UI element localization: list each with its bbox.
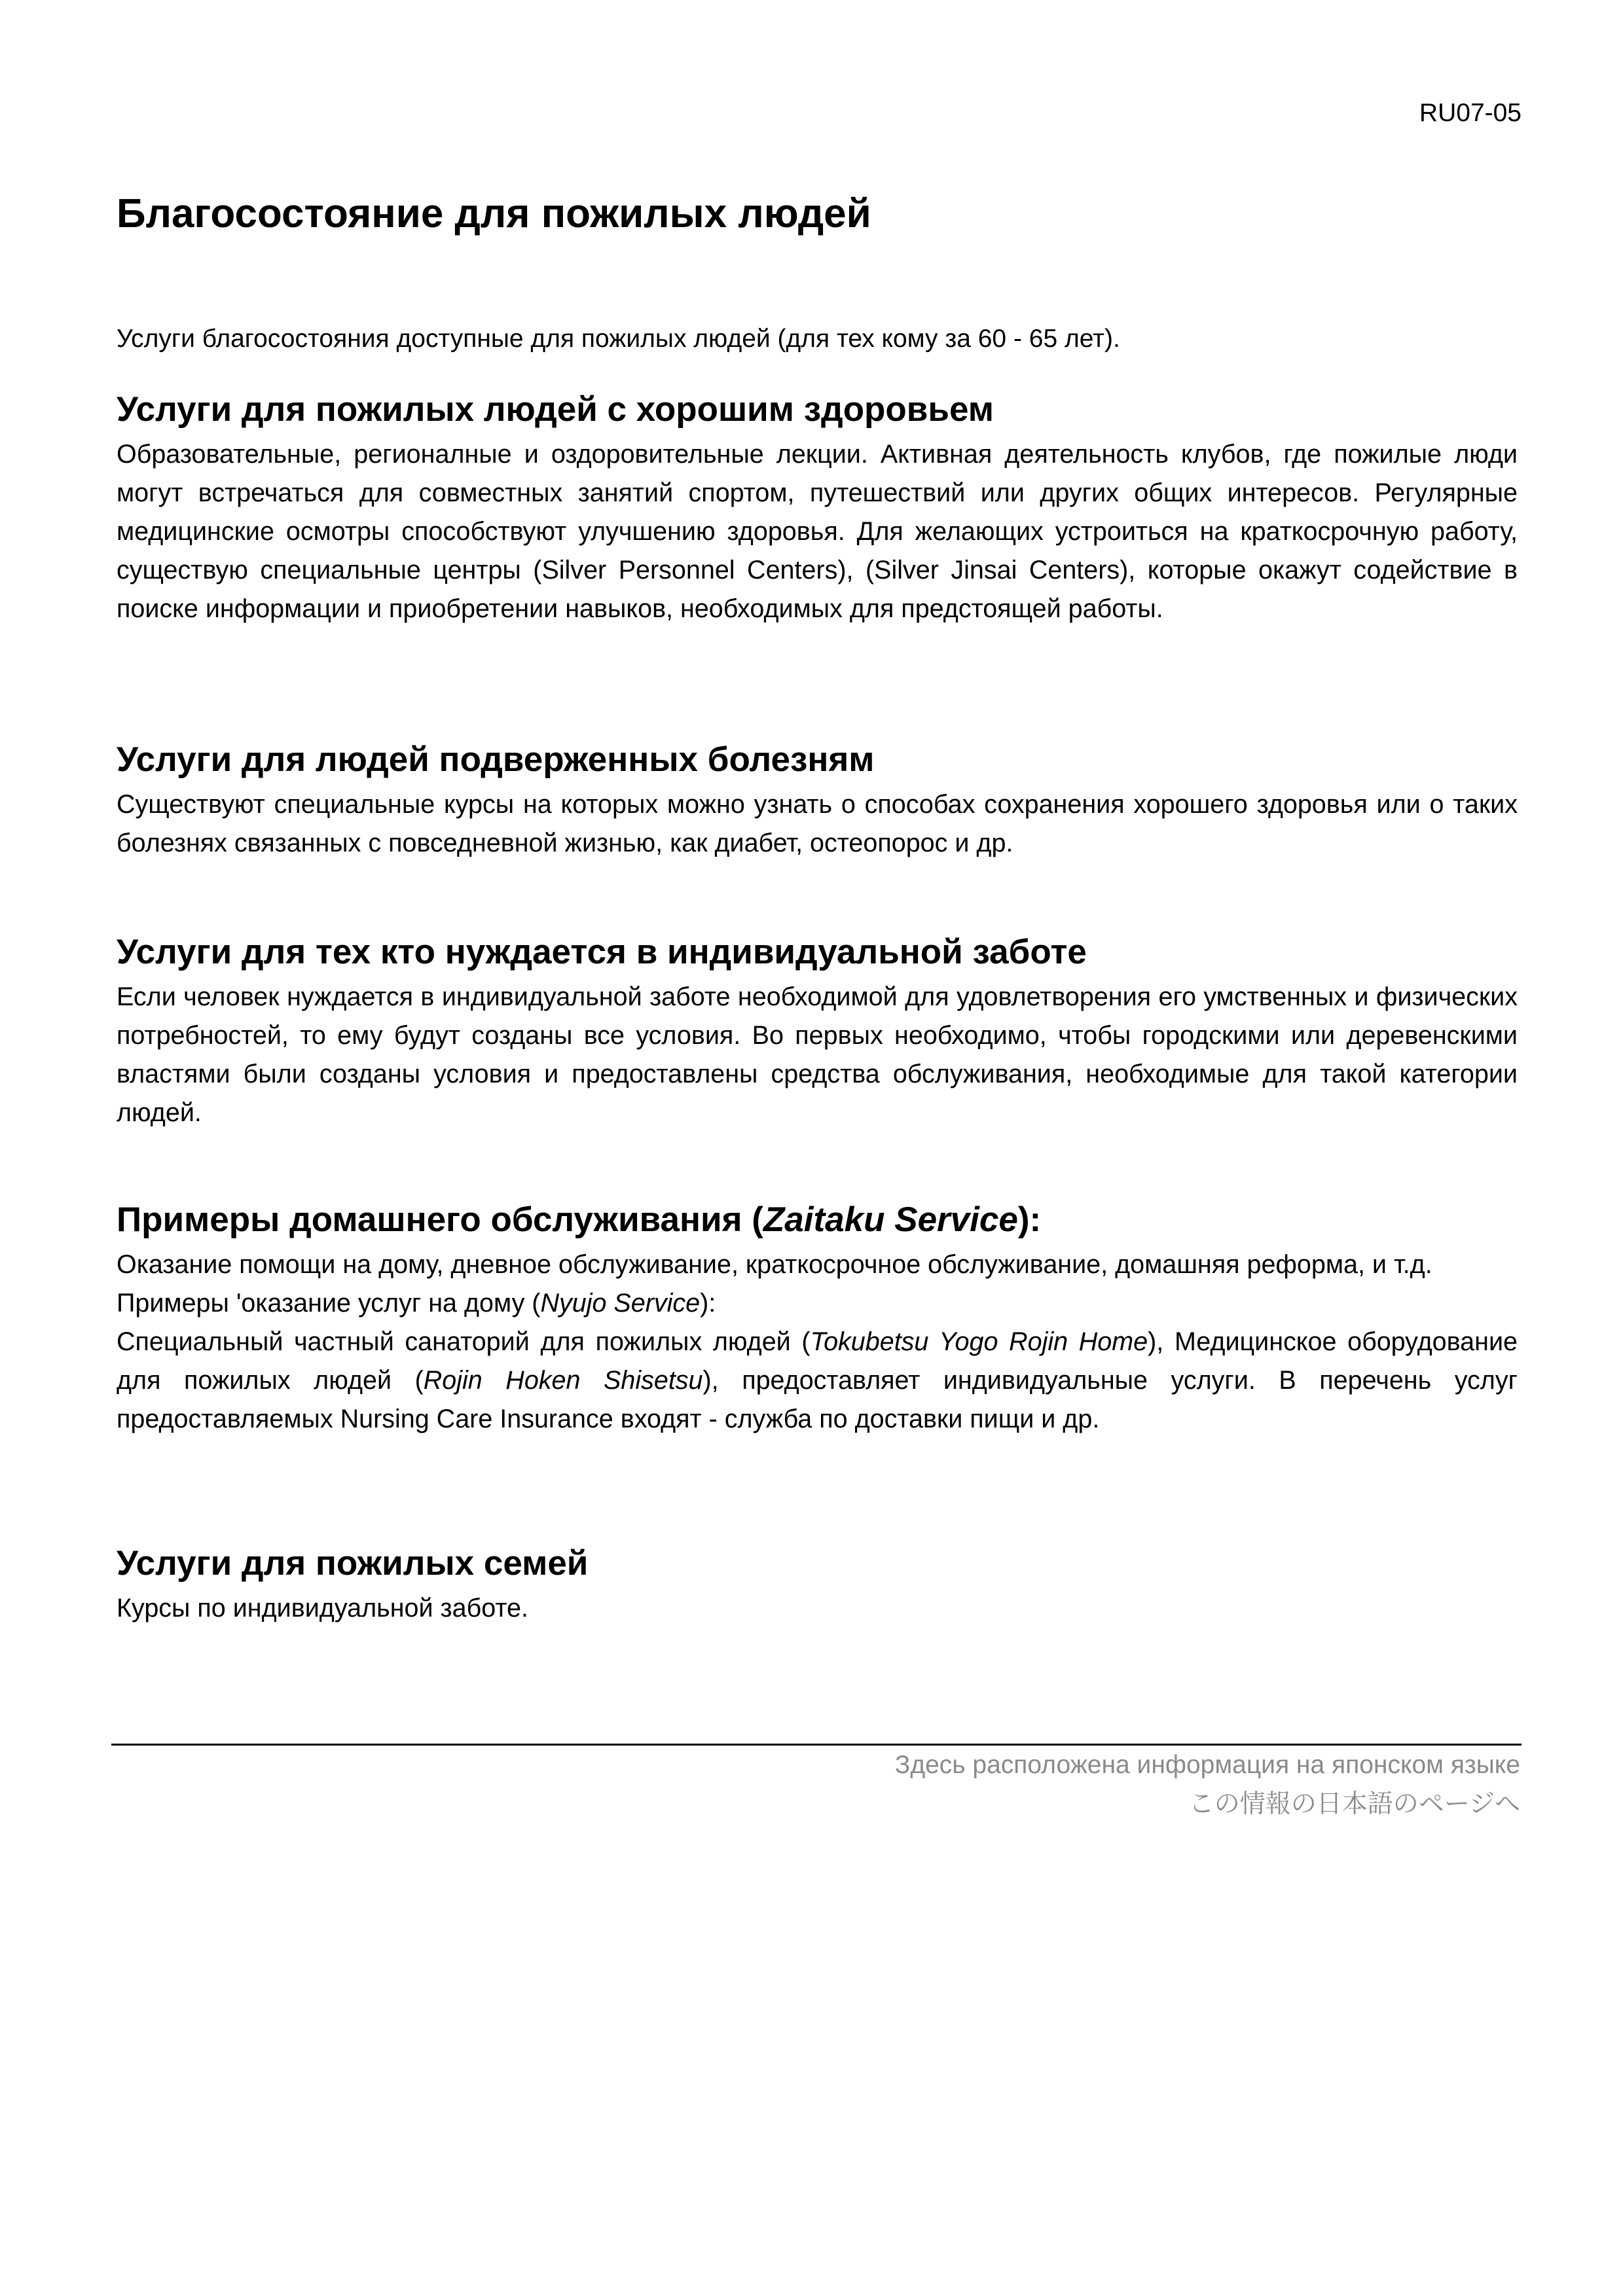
- japanese-info-link-ru[interactable]: Здесь расположена информация на японском языке: [894, 1751, 1520, 1779]
- section-body: Существуют специальные курсы на которых можно узнать о способах сохранения хорошего здоровья или о таких болезнях связанных с повседневной жизнью, как диабет, остеопорос и др.: [117, 789, 1518, 857]
- section-heading: Услуги для пожилых людей с хорошим здоровьем: [117, 390, 994, 429]
- section-heading: Услуги для людей подверженных болезням: [117, 740, 875, 779]
- section-illness: [117, 740, 1518, 863]
- page-title: Благосостояние для пожилых людей: [117, 191, 871, 236]
- section-body: Курсы по индивидуальной заботе.: [117, 1593, 528, 1623]
- section-heading: Услуги для тех кто нуждается в индивидуальной заботе: [117, 933, 1087, 971]
- section-families: [117, 1544, 1518, 1628]
- section-body: Оказание помощи на дому, дневное обслуживание, краткосрочное обслуживание, домашняя реформа, и т.д.: [117, 1249, 1432, 1279]
- section-heading: Услуги для пожилых семей: [117, 1544, 589, 1583]
- section-heading: Примеры домашнего обслуживания (Zaitaku Service):: [117, 1200, 1042, 1239]
- section-healthy: [117, 390, 1518, 628]
- section-body: Образовательные, регионалные и оздоровительные лекции. Активная деятельность клубов, где пожилые люди могут встречаться для совместных занятий спортом, путешествий или других общих интересов. Регулярные медицинские осмотры способствуют улучшению здоровья. Для желающих устроиться на краткосрочную работу, существую специальные центры (Silver Personnel Centers), (Silver Jinsai Centers), которые окажут содействие в поиске информации и приобретении навыков, необходимых для предстоящей работы.: [117, 439, 1518, 623]
- intro-text: Услуги благосостояния доступные для пожилых людей (для тех кому за 60 - 65 лет).: [117, 325, 1120, 353]
- section-home-service: [117, 1200, 1518, 1439]
- doc-code: RU07-05: [1419, 99, 1522, 127]
- japanese-info-link-jp[interactable]: この情報の日本語のページへ: [1188, 1790, 1520, 1818]
- section-body: Примеры 'оказание услуг на дому (Nyujo Service):: [117, 1288, 716, 1318]
- section-body: Специальный частный санаторий для пожилых людей (Tokubetsu Yogo Rojin Home), Медицинское оборудование для пожилых людей (Rojin Hoken Shisetsu), предоставляет индивидуальные услуги. В перечень услуг предоставляемых Nursing Care Insurance входят - служба по доставки пищи и др.: [117, 1327, 1518, 1433]
- footer-divider: [111, 1744, 1522, 1746]
- section-body: Если человек нуждается в индивидуальной заботе необходимой для удовлетворения его умственных и физических потребностей, то ему будут созданы все условия. Во первых необходимо, чтобы городскими или деревенскими властями были созданы условия и предоставлены средства обслуживания, необходимые для такой категории людей.: [117, 982, 1518, 1127]
- section-individual-care: [117, 933, 1518, 1132]
